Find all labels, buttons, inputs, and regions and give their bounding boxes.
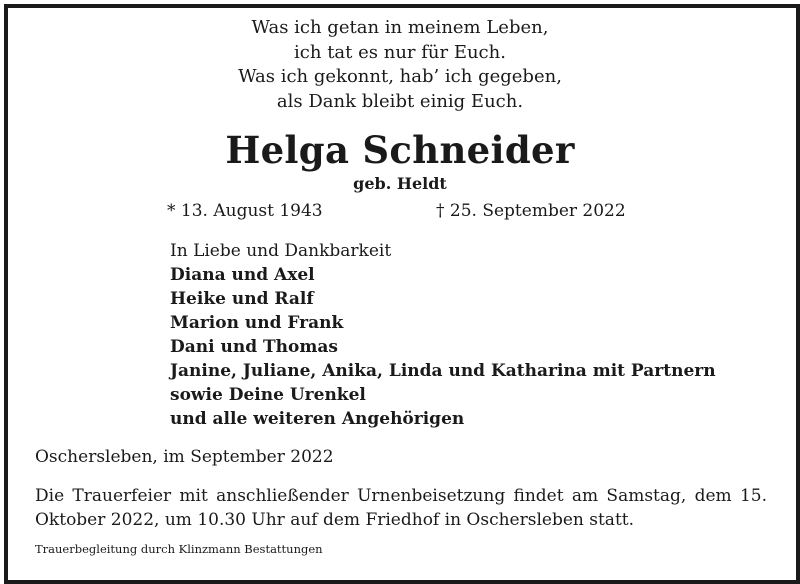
mourner-entry: Diana und Axel xyxy=(170,265,315,285)
mourner-entry: Heike und Ralf xyxy=(170,289,314,309)
death-date: † 25. September 2022 xyxy=(436,201,626,221)
place-and-date: Oschersleben, im September 2022 xyxy=(35,447,334,467)
poem-line: Was ich gekonnt, hab’ ich gegeben, xyxy=(238,66,562,87)
mourners-list xyxy=(170,239,716,431)
poem-line: als Dank bleibt einig Euch. xyxy=(276,90,524,112)
deceased-name: Helga Schneider xyxy=(225,128,575,172)
birth-date: * 13. August 1943 xyxy=(167,201,323,221)
mourner-entry: und alle weiteren Angehörigen xyxy=(170,409,465,429)
mourner-entry: Marion und Frank xyxy=(170,313,344,333)
memorial-poem xyxy=(0,16,800,114)
ceremony-notice: Die Trauerfeier mit anschließender Urnenbeisetzung findet am Samstag, dem 15. Oktober 2022, um 10.30 Uhr auf dem Friedhof in Oschersleben statt. xyxy=(35,486,767,530)
mourner-entry: Dani und Thomas xyxy=(170,337,338,357)
mourner-entry: sowie Deine Urenkel xyxy=(170,385,366,405)
mourners-intro: In Liebe und Dankbarkeit xyxy=(170,241,392,261)
funeral-home-credit: Trauerbegleitung durch Klinzmann Bestattungen xyxy=(35,542,323,556)
poem-line: ich tat es nur für Euch. xyxy=(294,41,506,63)
poem-line: Was ich getan in meinem Leben, xyxy=(251,17,549,38)
mourner-entry: Janine, Juliane, Anika, Linda und Katharina mit Partnern xyxy=(170,361,716,381)
maiden-name: geb. Heldt xyxy=(353,174,447,193)
